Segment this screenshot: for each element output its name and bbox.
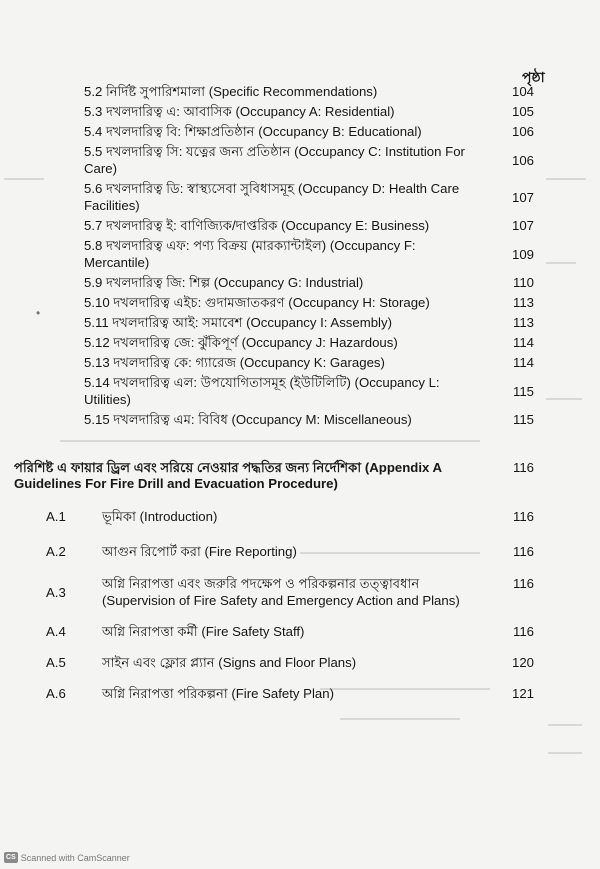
watermark-text: Scanned with CamScanner (20, 852, 130, 863)
appendix-item-page: 116 (512, 509, 534, 524)
toc-list (84, 83, 534, 431)
appendix-item-number: A.1 (46, 509, 66, 524)
appendix-item-page: 116 (512, 576, 534, 591)
appendix-item-text: অগ্নি নিরাপত্তা এবং জরুরি পদক্ষেপ ও পরিকল্পনার তত্ত্বাবধান (Supervision of Fire Safety and Emergency Action and Plans) (102, 576, 460, 608)
toc-entry-page: 104 (511, 84, 534, 99)
appendix-item-number: A.3 (46, 585, 66, 600)
scan-speck: • (36, 306, 41, 320)
appendix-item-text: ভূমিকা (Introduction) (102, 509, 218, 524)
toc-entry-text: 5.7 দখলদারিত্ব ই: বাণিজ্যিক/দাপ্তরিক (Occupancy E: Business) (84, 218, 430, 233)
toc-entry-text: 5.10 দখলদারিত্ব এইচ: গুদামজাতকরণ (Occupancy H: Storage) (84, 295, 430, 310)
toc-entry-page: 106 (511, 153, 534, 168)
toc-entry (84, 143, 534, 177)
toc-entry-text: 5.2 নির্দিষ্ট সুপারিশমালা (Specific Recommendations) (84, 84, 378, 99)
appendix-item-text: আগুন রিপোর্ট করা (Fire Reporting) (102, 544, 297, 559)
toc-entry-page: 113 (512, 315, 534, 330)
page-column-header: পৃষ্ঠা (522, 69, 545, 85)
bleed-through-mark (548, 752, 582, 754)
toc-entry-text: 5.3 দখলদারিত্ব এ: আবাসিক (Occupancy A: Residential) (84, 104, 395, 119)
toc-entry (84, 314, 534, 331)
toc-entry-text: 5.11 দখলদারিত্ব আই: সমাবেশ (Occupancy I: Assembly) (84, 315, 392, 330)
appendix-page: 116 (512, 460, 534, 475)
toc-entry-page: 114 (512, 335, 534, 350)
appendix-heading (14, 460, 534, 492)
scanner-watermark (4, 852, 130, 863)
appendix-item-number: A.4 (46, 624, 66, 639)
bleed-through-mark (546, 178, 586, 180)
toc-entry-page: 114 (512, 355, 534, 370)
toc-entry-text: 5.4 দখলদারিত্ব বি: শিক্ষাপ্রতিষ্ঠান (Occupancy B: Educational) (84, 124, 422, 139)
toc-entry-page: 107 (511, 218, 534, 233)
toc-entry-text: 5.6 দখলদারিত্ব ডি: স্বাস্থ্যসেবা সুবিধাসমূহ (Occupancy D: Health Care Facilities) (84, 181, 460, 213)
toc-entry-text: 5.8 দখলদারিত্ব এফ: পণ্য বিক্রয় (মারক্যান্টাইল) (Occupancy F: Mercantile) (84, 238, 416, 270)
toc-entry (84, 217, 534, 234)
appendix-item-number: A.5 (46, 655, 66, 670)
bleed-through-mark (546, 262, 576, 264)
toc-entry-page: 115 (512, 412, 534, 427)
toc-entry (84, 334, 534, 351)
appendix-item-page: 121 (511, 686, 534, 701)
toc-entry (84, 354, 534, 371)
toc-entry (84, 294, 534, 311)
toc-entry (84, 237, 534, 271)
toc-entry-page: 105 (511, 104, 534, 119)
bleed-through-mark (60, 440, 480, 442)
appendix-title: পরিশিষ্ট এ ফায়ার ড্রিল এবং সরিয়ে নেওয়ার পদ্ধতির জন্য নির্দেশিকা (Appendix A Guidelines For Fire Drill and Evacuation Procedure) (14, 460, 442, 491)
toc-entry-text: 5.9 দখলদারিত্ব জি: শিল্প (Occupancy G: Industrial) (84, 275, 364, 290)
toc-entry (84, 123, 534, 140)
toc-entry-page: 110 (512, 275, 534, 290)
appendix-item-text: অগ্নি নিরাপত্তা পরিকল্পনা (Fire Safety Plan) (102, 686, 334, 701)
toc-entry-page: 115 (512, 384, 534, 399)
bleed-through-mark (4, 178, 44, 180)
toc-entry-page: 113 (512, 295, 534, 310)
camscanner-logo-icon: CS (6, 854, 16, 861)
toc-entry-text: 5.13 দখলদারিত্ব কে: গ্যারেজ (Occupancy K: Garages) (84, 355, 385, 370)
toc-entry (84, 274, 534, 291)
appendix-item-text: অগ্নি নিরাপত্তা কর্মী (Fire Safety Staff) (102, 624, 305, 639)
bleed-through-mark (546, 398, 582, 400)
toc-entry-text: 5.15 দখলদারিত্ব এম: বিবিধ (Occupancy M: Miscellaneous) (84, 412, 412, 427)
appendix-item-page: 116 (512, 624, 534, 639)
toc-entry-page: 106 (511, 124, 534, 139)
appendix-item-text: সাইন এবং ফ্লোর প্ল্যান (Signs and Floor Plans) (102, 655, 357, 670)
toc-entry (84, 103, 534, 120)
toc-entry-page: 107 (511, 190, 534, 205)
appendix-item-page: 120 (511, 655, 534, 670)
toc-entry-text: 5.12 দখলদারিত্ব জে: ঝুঁকিপূর্ণ (Occupancy J: Hazardous) (84, 335, 398, 350)
toc-entry (84, 83, 534, 100)
bleed-through-mark (548, 724, 582, 726)
appendix-item-number: A.6 (46, 686, 66, 701)
toc-entry-text: 5.5 দখলদারিত্ব সি: যত্নের জন্য প্রতিষ্ঠান (Occupancy C: Institution For Care) (84, 144, 465, 176)
toc-entry (84, 180, 534, 214)
bleed-through-mark (340, 718, 460, 720)
toc-entry-page: 109 (511, 247, 534, 262)
toc-entry (84, 374, 534, 408)
toc-entry-text: 5.14 দখলদারিত্ব এল: উপযোগিতাসমূহ (ইউটিলিটি) (Occupancy L: Utilities) (84, 375, 440, 407)
appendix-item-page: 116 (512, 544, 534, 559)
appendix-item-number: A.2 (46, 544, 66, 559)
toc-entry (84, 411, 534, 428)
